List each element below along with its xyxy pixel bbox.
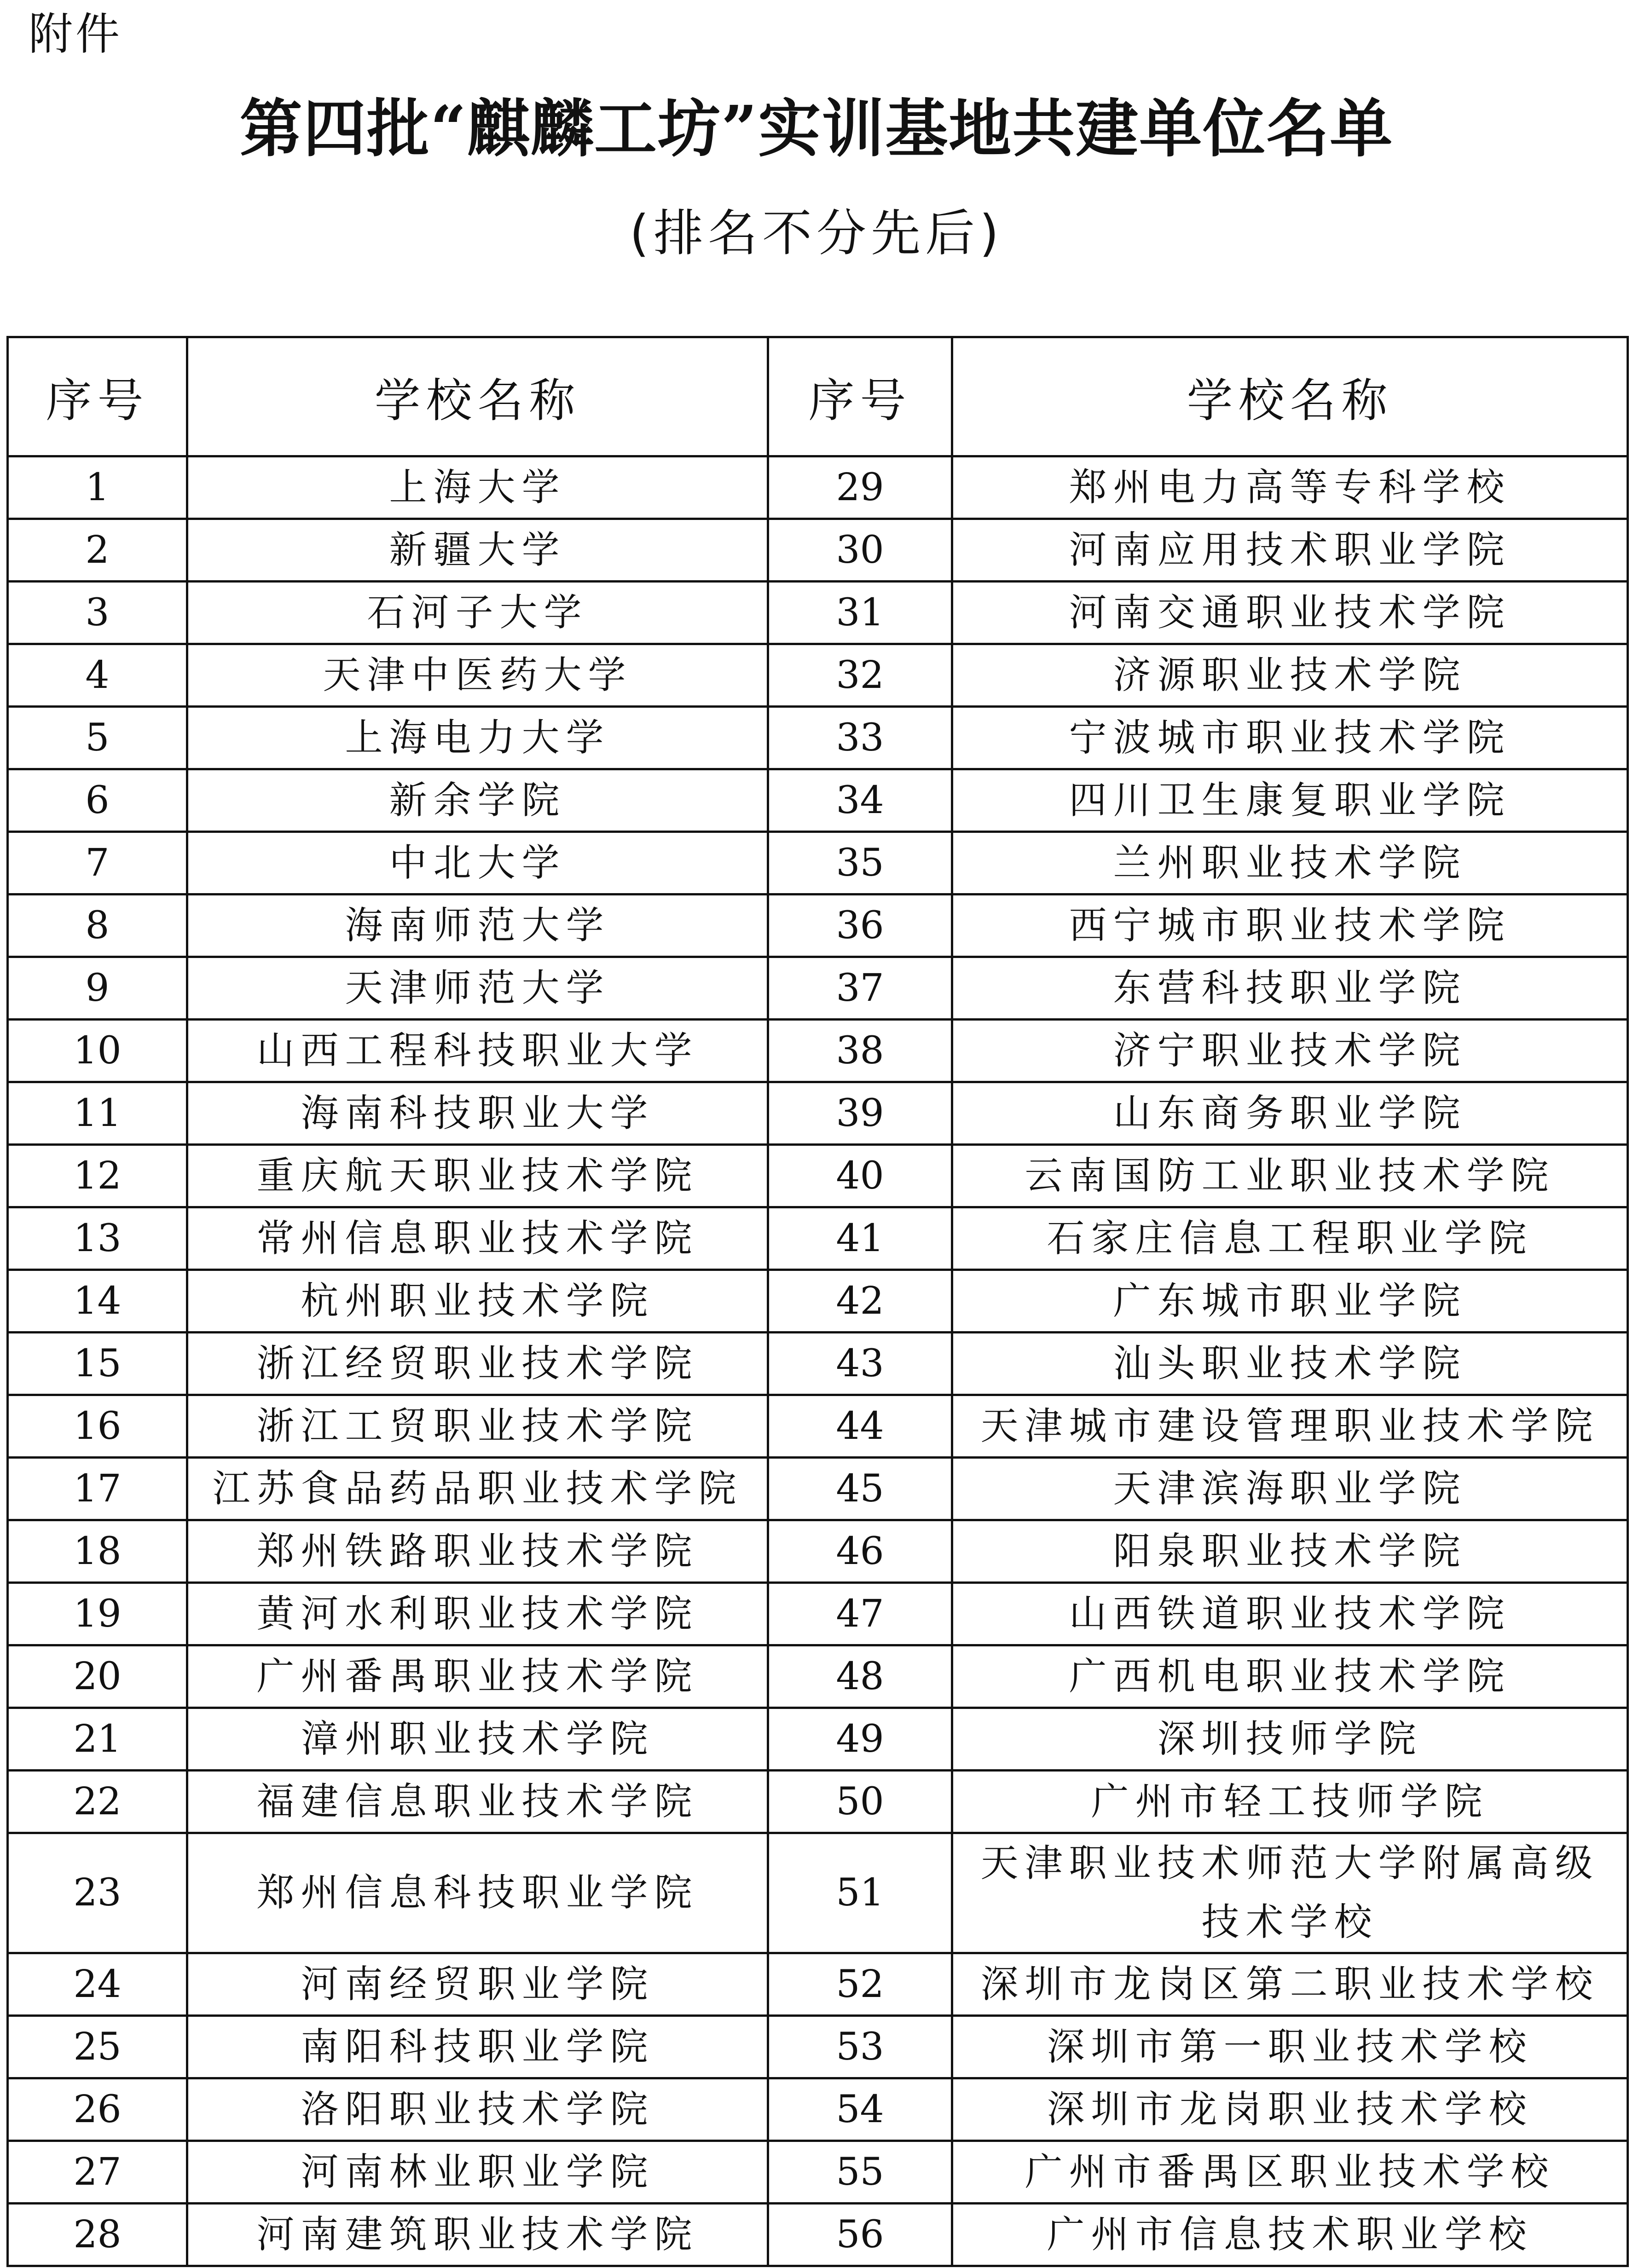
seq-number-left: 4 <box>8 644 187 707</box>
seq-number-right: 33 <box>768 707 952 769</box>
seq-number-right: 45 <box>768 1458 952 1520</box>
table-row <box>8 1395 1628 1458</box>
seq-number-left: 24 <box>8 1953 187 2016</box>
school-name-left: 洛阳职业技术学院 <box>187 2078 768 2141</box>
seq-number-left: 16 <box>8 1395 187 1458</box>
school-name-right: 云南国防工业职业技术学院 <box>952 1145 1628 1207</box>
table-row <box>8 769 1628 832</box>
seq-number-right: 44 <box>768 1395 952 1458</box>
school-name-left: 新余学院 <box>187 769 768 832</box>
seq-number-right: 40 <box>768 1145 952 1207</box>
table-row <box>8 1771 1628 1833</box>
school-name-left: 浙江经贸职业技术学院 <box>187 1333 768 1395</box>
seq-number-left: 19 <box>8 1583 187 1645</box>
seq-number-right: 35 <box>768 832 952 895</box>
school-name-right: 广东城市职业学院 <box>952 1270 1628 1333</box>
table-row <box>8 1207 1628 1270</box>
school-name-right: 天津城市建设管理职业技术学院 <box>952 1395 1628 1458</box>
school-name-left: 浙江工贸职业技术学院 <box>187 1395 768 1458</box>
school-name-right: 广州市信息技术职业学校 <box>952 2204 1628 2266</box>
table-row <box>8 1833 1628 1953</box>
school-name-left: 新疆大学 <box>187 519 768 582</box>
seq-number-right: 42 <box>768 1270 952 1333</box>
seq-number-right: 31 <box>768 582 952 644</box>
seq-number-left: 25 <box>8 2016 187 2078</box>
seq-number-right: 56 <box>768 2204 952 2266</box>
seq-number-left: 6 <box>8 769 187 832</box>
school-name-right: 西宁城市职业技术学院 <box>952 895 1628 957</box>
seq-number-right: 48 <box>768 1645 952 1708</box>
table-row <box>8 707 1628 769</box>
seq-number-right: 38 <box>768 1020 952 1082</box>
seq-number-left: 8 <box>8 895 187 957</box>
school-name-left: 广州番禺职业技术学院 <box>187 1645 768 1708</box>
header-seq-right: 序号 <box>768 337 952 456</box>
table-row <box>8 1645 1628 1708</box>
table-row <box>8 2016 1628 2078</box>
school-name-left: 江苏食品药品职业技术学院 <box>187 1458 768 1520</box>
table-row <box>8 1333 1628 1395</box>
table-row <box>8 895 1628 957</box>
table-row <box>8 1270 1628 1333</box>
attachment-label: 附件 <box>29 8 122 60</box>
seq-number-right: 54 <box>768 2078 952 2141</box>
table-row <box>8 1082 1628 1145</box>
table-row <box>8 456 1628 519</box>
school-name-left: 郑州铁路职业技术学院 <box>187 1520 768 1583</box>
school-name-right: 宁波城市职业技术学院 <box>952 707 1628 769</box>
table-row <box>8 957 1628 1020</box>
seq-number-left: 2 <box>8 519 187 582</box>
school-name-right: 济源职业技术学院 <box>952 644 1628 707</box>
school-name-right: 广州市番禺区职业技术学校 <box>952 2141 1628 2204</box>
school-name-right: 天津滨海职业学院 <box>952 1458 1628 1520</box>
school-name-left: 杭州职业技术学院 <box>187 1270 768 1333</box>
table-body <box>8 456 1628 2266</box>
school-name-right: 山东商务职业学院 <box>952 1082 1628 1145</box>
seq-number-right: 49 <box>768 1708 952 1771</box>
seq-number-left: 11 <box>8 1082 187 1145</box>
table-row <box>8 582 1628 644</box>
school-name-right: 河南交通职业技术学院 <box>952 582 1628 644</box>
school-name-left: 重庆航天职业技术学院 <box>187 1145 768 1207</box>
school-name-right: 四川卫生康复职业学院 <box>952 769 1628 832</box>
seq-number-left: 14 <box>8 1270 187 1333</box>
seq-number-left: 18 <box>8 1520 187 1583</box>
school-name-right: 东营科技职业学院 <box>952 957 1628 1020</box>
table-row <box>8 1458 1628 1520</box>
school-name-right: 兰州职业技术学院 <box>952 832 1628 895</box>
school-name-left: 福建信息职业技术学院 <box>187 1771 768 1833</box>
school-name-left: 上海电力大学 <box>187 707 768 769</box>
seq-number-left: 5 <box>8 707 187 769</box>
table-header-row <box>8 337 1628 456</box>
school-name-left: 石河子大学 <box>187 582 768 644</box>
school-name-left: 常州信息职业技术学院 <box>187 1207 768 1270</box>
seq-number-left: 22 <box>8 1771 187 1833</box>
seq-number-left: 15 <box>8 1333 187 1395</box>
seq-number-left: 27 <box>8 2141 187 2204</box>
seq-number-left: 26 <box>8 2078 187 2141</box>
school-name-right: 济宁职业技术学院 <box>952 1020 1628 1082</box>
seq-number-left: 23 <box>8 1833 187 1953</box>
school-name-right: 深圳市第一职业技术学校 <box>952 2016 1628 2078</box>
school-name-left: 天津中医药大学 <box>187 644 768 707</box>
seq-number-right: 36 <box>768 895 952 957</box>
school-name-left: 漳州职业技术学院 <box>187 1708 768 1771</box>
school-name-left: 山西工程科技职业大学 <box>187 1020 768 1082</box>
table-row <box>8 2141 1628 2204</box>
seq-number-left: 13 <box>8 1207 187 1270</box>
seq-number-right: 29 <box>768 456 952 519</box>
school-name-right: 广西机电职业技术学院 <box>952 1645 1628 1708</box>
school-name-left: 黄河水利职业技术学院 <box>187 1583 768 1645</box>
school-name-right: 深圳市龙岗职业技术学校 <box>952 2078 1628 2141</box>
header-school-name-right: 学校名称 <box>952 337 1628 456</box>
school-name-left: 河南建筑职业技术学院 <box>187 2204 768 2266</box>
school-name-left: 南阳科技职业学院 <box>187 2016 768 2078</box>
school-name-left: 上海大学 <box>187 456 768 519</box>
school-name-left: 郑州信息科技职业学院 <box>187 1833 768 1953</box>
school-name-left: 海南师范大学 <box>187 895 768 957</box>
school-name-right: 阳泉职业技术学院 <box>952 1520 1628 1583</box>
table-row <box>8 1020 1628 1082</box>
table-row <box>8 1708 1628 1771</box>
table-row <box>8 832 1628 895</box>
school-name-right: 山西铁道职业技术学院 <box>952 1583 1628 1645</box>
seq-number-left: 21 <box>8 1708 187 1771</box>
school-name-right: 深圳市龙岗区第二职业技术学校 <box>952 1953 1628 2016</box>
seq-number-left: 7 <box>8 832 187 895</box>
seq-number-right: 51 <box>768 1833 952 1953</box>
seq-number-left: 28 <box>8 2204 187 2266</box>
table-row <box>8 644 1628 707</box>
school-name-right: 汕头职业技术学院 <box>952 1333 1628 1395</box>
seq-number-right: 52 <box>768 1953 952 2016</box>
seq-number-left: 17 <box>8 1458 187 1520</box>
school-name-left: 海南科技职业大学 <box>187 1082 768 1145</box>
seq-number-left: 3 <box>8 582 187 644</box>
seq-number-right: 41 <box>768 1207 952 1270</box>
document-subtitle: (排名不分先后) <box>629 205 1004 262</box>
table-row <box>8 1953 1628 2016</box>
seq-number-left: 1 <box>8 456 187 519</box>
table-row <box>8 2078 1628 2141</box>
school-name-right: 郑州电力高等专科学校 <box>952 456 1628 519</box>
seq-number-right: 43 <box>768 1333 952 1395</box>
seq-number-right: 50 <box>768 1771 952 1833</box>
seq-number-right: 55 <box>768 2141 952 2204</box>
table-row <box>8 1583 1628 1645</box>
school-name-left: 中北大学 <box>187 832 768 895</box>
seq-number-right: 32 <box>768 644 952 707</box>
school-name-right: 石家庄信息工程职业学院 <box>952 1207 1628 1270</box>
document-title: 第四批“麒麟工坊”实训基地共建单位名单 <box>239 92 1394 166</box>
seq-number-right: 46 <box>768 1520 952 1583</box>
header-seq-left: 序号 <box>8 337 187 456</box>
seq-number-left: 9 <box>8 957 187 1020</box>
school-name-left: 天津师范大学 <box>187 957 768 1020</box>
seq-number-right: 39 <box>768 1082 952 1145</box>
school-name-right: 深圳技师学院 <box>952 1708 1628 1771</box>
table-row <box>8 2204 1628 2266</box>
header-school-name-left: 学校名称 <box>187 337 768 456</box>
seq-number-left: 10 <box>8 1020 187 1082</box>
seq-number-left: 20 <box>8 1645 187 1708</box>
seq-number-right: 30 <box>768 519 952 582</box>
seq-number-right: 37 <box>768 957 952 1020</box>
school-name-left: 河南林业职业学院 <box>187 2141 768 2204</box>
seq-number-left: 12 <box>8 1145 187 1207</box>
table-row <box>8 1145 1628 1207</box>
seq-number-right: 53 <box>768 2016 952 2078</box>
school-name-left: 河南经贸职业学院 <box>187 1953 768 2016</box>
school-name-right: 广州市轻工技师学院 <box>952 1771 1628 1833</box>
table-row <box>8 1520 1628 1583</box>
school-name-right: 天津职业技术师范大学附属高级技术学校 <box>952 1833 1628 1953</box>
school-name-right: 河南应用技术职业学院 <box>952 519 1628 582</box>
seq-number-right: 34 <box>768 769 952 832</box>
table-row <box>8 519 1628 582</box>
seq-number-right: 47 <box>768 1583 952 1645</box>
school-list-table <box>6 336 1629 2267</box>
